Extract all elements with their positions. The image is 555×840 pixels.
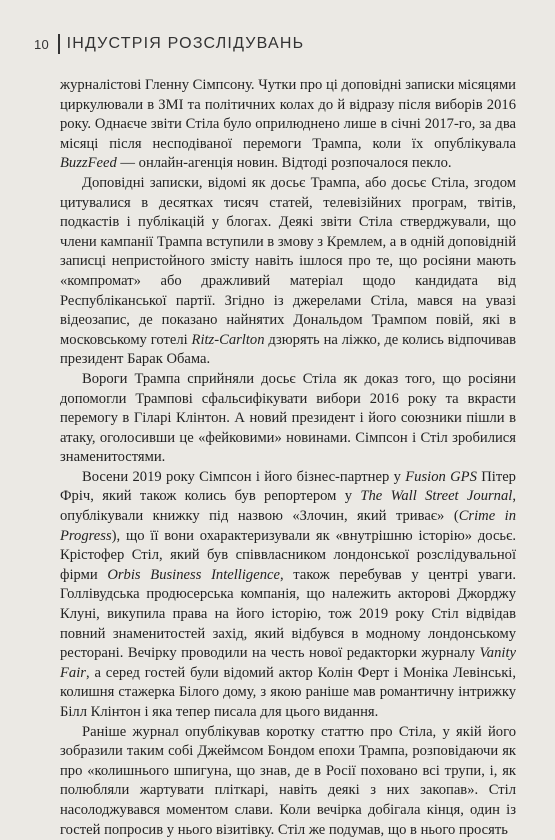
text-run: , опублікували книжку під назвою «Злочин, який триває» ( xyxy=(60,488,516,525)
text-run: Вороги Трампа сприйняли досьє Стіла як доказ того, що росіяни допомогли Трампові сфальсифікувати вибори 2016 року та вкрасти перемогу в Гіларі Клінтон. А новий президент і його союзники пішли в атаку, оголосивши це «фейковими» новинами. Сімпсон і Стіл зробилися знаменитостями. xyxy=(60,370,516,466)
text-run: , також перебував у центрі уваги. Голлівудська продюсерська компанія, що належить акторові Джорджу Клуні, викупила права на його історію, тож 2019 року Стіл відвідав повний знаменитостей захід, який відбувся в модному лондонському ресторані. Вечірку проводили на честь нової редакторки журналу xyxy=(60,566,516,662)
text-run: Доповідні записки, відомі як досьє Трампа, або досьє Стіла, згодом цитувалися в десятках тисяч статей, телевізійних програм, твітів, подкастів і публікацій у блогах. Деякі звіти Стіла стверджували, що члени кампанії Трампа вступили в змову з Кремлем, а в одній доповідній записці непристойного змісту навіть ішлося про те, що росіяни мають «компромат» або дражливий матеріал щодо кандидата від Республіканської партії. Згідно із джерелами Стіла, мався на увазі відеозапис, де показано найнятих Дональдом Трампом повій, які в московському готелі xyxy=(60,174,516,348)
italic-text: The Wall Street Journal xyxy=(360,488,513,505)
text-run: Восени 2019 року Сімпсон і його бізнес-партнер у xyxy=(82,468,406,485)
paragraph xyxy=(60,174,516,370)
header-divider xyxy=(58,34,60,54)
page-number: 10 xyxy=(34,36,50,52)
italic-text: Orbis Business Intelligence xyxy=(107,566,280,583)
text-run: Раніше журнал опублікував коротку статтю про Стіла, у якій його зобразили таким собі Джеймсом Бондом епохи Трампа, розповідаючи як про «колишнього шпигуна, що знав, де в Росії поховано всі трупи, і, як полюбляли жартувати пліткарі, навіть деякі з них закопав». Стіл насолоджувався моментом слави. Коли вечірка добігала кінця, один із гостей попросив у нього візитівку. Стіл же подумав, що в нього просять xyxy=(60,723,516,838)
italic-text: BuzzFeed xyxy=(60,155,117,172)
italic-text: Ritz-Carlton xyxy=(191,331,265,348)
paragraph xyxy=(60,723,516,840)
paragraph xyxy=(60,76,516,174)
text-run: журналістові Гленну Сімпсону. Чутки про ці доповідні записки місяцями циркулювали в ЗМІ та політичних колах до й відразу після виборів 2016 року. Однаєче звіти Стіла було оприлюднено лише в січні 2017-го, за два місяці після несподіваної перемоги Трампа, коли їх опублікувала xyxy=(60,77,516,152)
text-run: ), що її вони охарактеризували як «внутрішню історію» досьє. Крістофер Стіл, який був співвласником лондонської розслідувальної фірми xyxy=(60,527,516,583)
text-run: , а серед гостей були відомий актор Колін Ферт і Моніка Левінські, колишня стажерка Білого дому, з якою раніше мав романтичну інтрижку Білл Клінтон і яка тепер писала для цього видання. xyxy=(60,664,516,720)
running-head: ІНДУСТРІЯ РОЗСЛІДУВАНЬ xyxy=(66,35,305,52)
text-run: — онлайн-агенція новин. Відтоді розпочалося пекло. xyxy=(116,155,452,172)
page-header xyxy=(34,33,304,55)
italic-text: Crime in Progress xyxy=(60,508,516,544)
paragraph xyxy=(60,370,516,468)
text-run: дзюрять на ліжко, де колись відпочивав президент Барак Обама. xyxy=(60,331,516,368)
italic-text: Fusion GPS xyxy=(405,468,477,485)
body-text xyxy=(60,76,516,840)
italic-text: Vanity Fair xyxy=(60,645,516,681)
text-run: Пітер Фріч, який також колись був репортером у xyxy=(60,468,516,505)
paragraph xyxy=(60,468,516,723)
